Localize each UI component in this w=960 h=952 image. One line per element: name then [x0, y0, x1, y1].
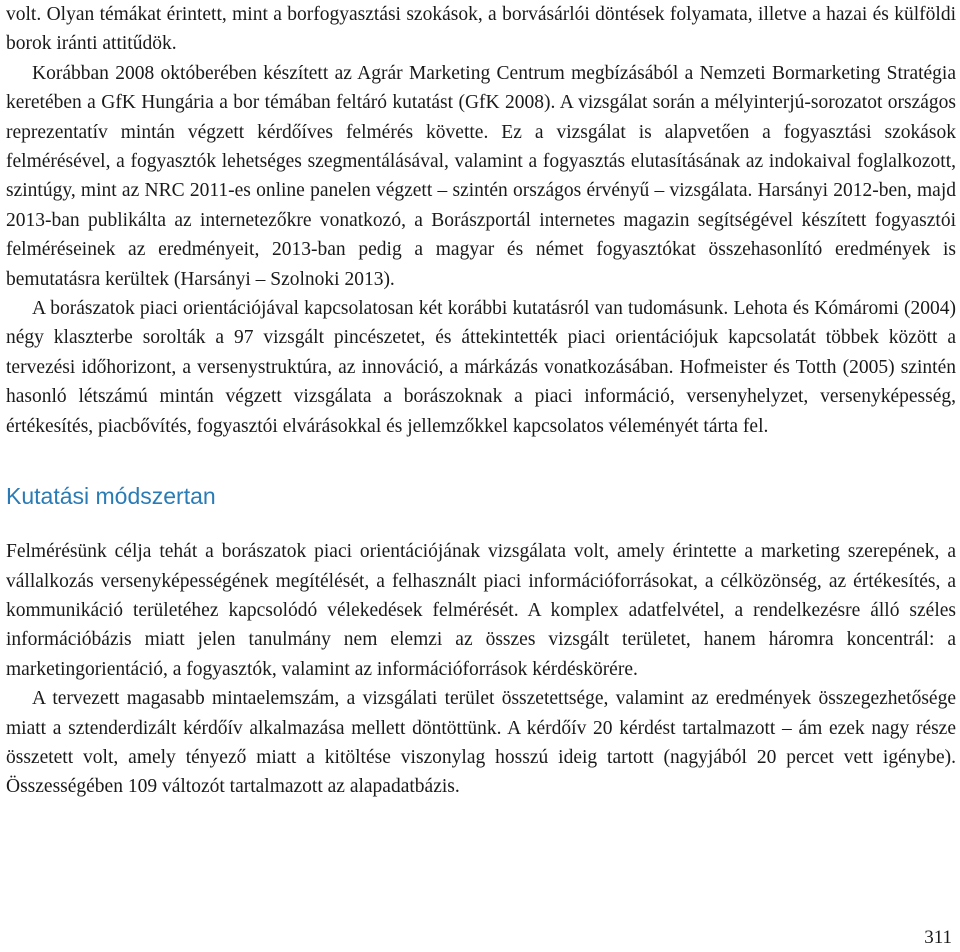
- section-heading-wrap: [6, 481, 956, 511]
- paragraph-market-orientation: A borászatok piaci orientációjával kapcsolatosan két korábbi kutatásról van tudomásunk. Lehota és Kómáromi (2004) négy klaszterbe sorolták a 97 vizsgált pincészetet, és áttekintették piaci orientációjuk kapcsolatát többek között a tervezési időhorizont, a versenystruktúra, az innováció, a márkázás vonatkozásában. Hofmeister és Totth (2005) szintén hasonló létszámú mintán végzett vizsgálata a borászoknak a piaci információ, versenyhelyzet, versenyképesség, értékesítés, piacbővítés, fogyasztói elvárásokkal és jellemzőkkel kapcsolatos véleményét tárta fel.: [6, 298, 956, 437]
- methods-section: [6, 537, 956, 802]
- page-number: 311: [924, 927, 952, 948]
- paragraph-gfk-research: Korábban 2008 októberében készített az Agrár Marketing Centrum megbízásából a Nemzeti Bormarketing Stratégia keretében a GfK Hungária a bor témában feltáró kutatást (GfK 2008). A vizsgálat során a mélyinterjú-sorozatot országos reprezentatív mintán végzett kérdőíves felmérés követte. Ez a vizsgálat is alapvetően a fogyasztási szokások felmérésével, a fogyasztók lehetséges szegmentálásával, valamint a fogyasztás elutasításának az indokaival foglalkozott, szintúgy, mint az NRC 2011-es online panelen végzett – szintén országos érvényű – vizsgálata. Harsányi 2012-ben, majd 2013-ban publikálta az internetezőkre vonatkozó, a Borászportál internetes magazin segítségével készített fogyasztói felméréseinek az eredményeit, 2013-ban pedig a magyar és német fogyasztókat összehasonlító eredmények is bemutatásra kerültek (Harsányi – Szolnoki 2013).: [6, 62, 956, 290]
- document-page: [6, 0, 956, 802]
- intro-section: [6, 0, 956, 441]
- paragraph-survey-goal: Felmérésünk célja tehát a borászatok piaci orientációjának vizsgálata volt, amely érintette a marketing szerepének, a vállalkozás versenyképességének megítélését, a felhasznált piaci információforrásokat, a célközönség, az értékesítés, a kommunikáció területéhez kapcsolódó vélekedések felmérését. A komplex adatfelvétel, a rendelkezésre álló széles információbázis miatt jelen tanulmány nem elemzi az összes vizsgált területet, hanem háromra koncentrál: a marketingorientáció, a fogyasztók, valamint az információforrások kérdéskörére.: [6, 541, 956, 680]
- section-heading: Kutatási módszertan: [6, 483, 216, 510]
- paragraph-continuation: volt. Olyan témákat érintett, mint a borfogyasztási szokások, a borvásárlói döntések folyamata, illetve a hazai és külföldi borok iránti attitűdök.: [6, 4, 956, 55]
- paragraph-questionnaire: A tervezett magasabb mintaelemszám, a vizsgálati terület összetettsége, valamint az eredmények összegezhetősége miatt a sztenderdizált kérdőív alkalmazása mellett döntöttünk. A kérdőív 20 kérdést tartalmazott – ám ezek nagy része összetett volt, amely tényező miatt a kitöltése viszonylag hosszú ideig tartott (nagyjából 20 percet vett igénybe). Összességében 109 változót tartalmazott az alapadatbázis.: [6, 688, 956, 798]
